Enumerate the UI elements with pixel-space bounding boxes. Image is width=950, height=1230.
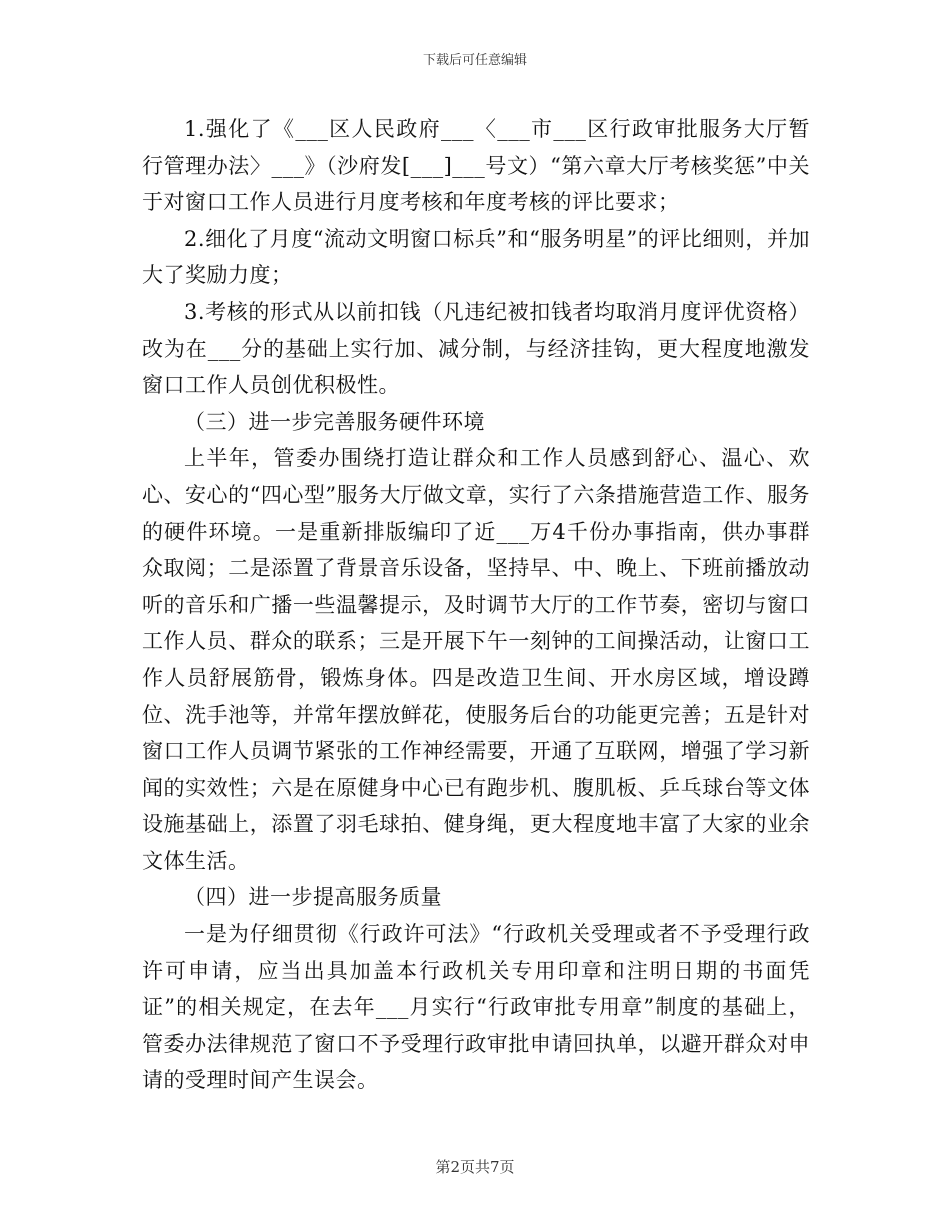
section-heading-3: （三）进一步完善服务硬件环境	[184, 409, 485, 434]
section-heading-4: （四）进一步提高服务质量	[184, 885, 442, 910]
list-item-1: 1.强化了《___区人民政府___〈___市___区行政审批服务大厅暂行管理办法〉___》（沙府发[___]___号文）“第六章大厅考核奖惩”中关于对窗口工作人员进行月度考核和年度考核的评比要求；	[142, 117, 810, 215]
page-header: 下载后可任意编辑	[422, 53, 527, 68]
document-body	[142, 111, 810, 1099]
list-item-3: 3.考核的形式从以前扣钱（凡违纪被扣钱者均取消月度评优资格）改为在___分的基础上实行加、减分制，与经济挂钩，更大程度地激发窗口工作人员创优积极性。	[142, 299, 810, 398]
paragraph-hardware-environment: 上半年，管委办围绕打造让群众和工作人员感到舒心、温心、欢心、安心的“四心型”服务大厅做文章，实行了六条措施营造工作、服务的硬件环境。一是重新排版编印了近___万4千份办事指南，供办事群众取阅；二是添置了背景音乐设备，坚持早、中、晚上、下班前播放动听的音乐和广播一些温馨提示，及时调节大厅的工作节奏，密切与窗口工作人员、群众的联系；三是开展下午一刻钟的工间操活动，让窗口工作人员舒展筋骨，锻炼身体。四是改造卫生间、开水房区域，增设蹲位、洗手池等，并常年摆放鲜花，使服务后台的功能更完善；五是针对窗口工作人员调节紧张的工作神经需要，开通了互联网，增强了学习新闻的实效性；六是在原健身中心已有跑步机、腹肌板、乒乓球台等文体设施基础上，添置了羽毛球拍、健身绳，更大程度地丰富了大家的业余文体生活。	[142, 446, 810, 873]
paragraph-service-quality: 一是为仔细贯彻《行政许可法》“行政机关受理或者不予受理行政许可申请，应当出具加盖本行政机关专用印章和注明日期的书面凭证”的相关规定，在去年___月实行“行政审批专用章”制度的基础上，管委办法律规范了窗口不予受理行政审批申请回执单，以避开群众对申请的受理时间产生误会。	[142, 922, 810, 1093]
list-item-2: 2.细化了月度“流动文明窗口标兵”和“服务明星”的评比细则，并加大了奖励力度；	[142, 226, 810, 288]
page-number: 第2页共7页	[435, 1158, 515, 1176]
